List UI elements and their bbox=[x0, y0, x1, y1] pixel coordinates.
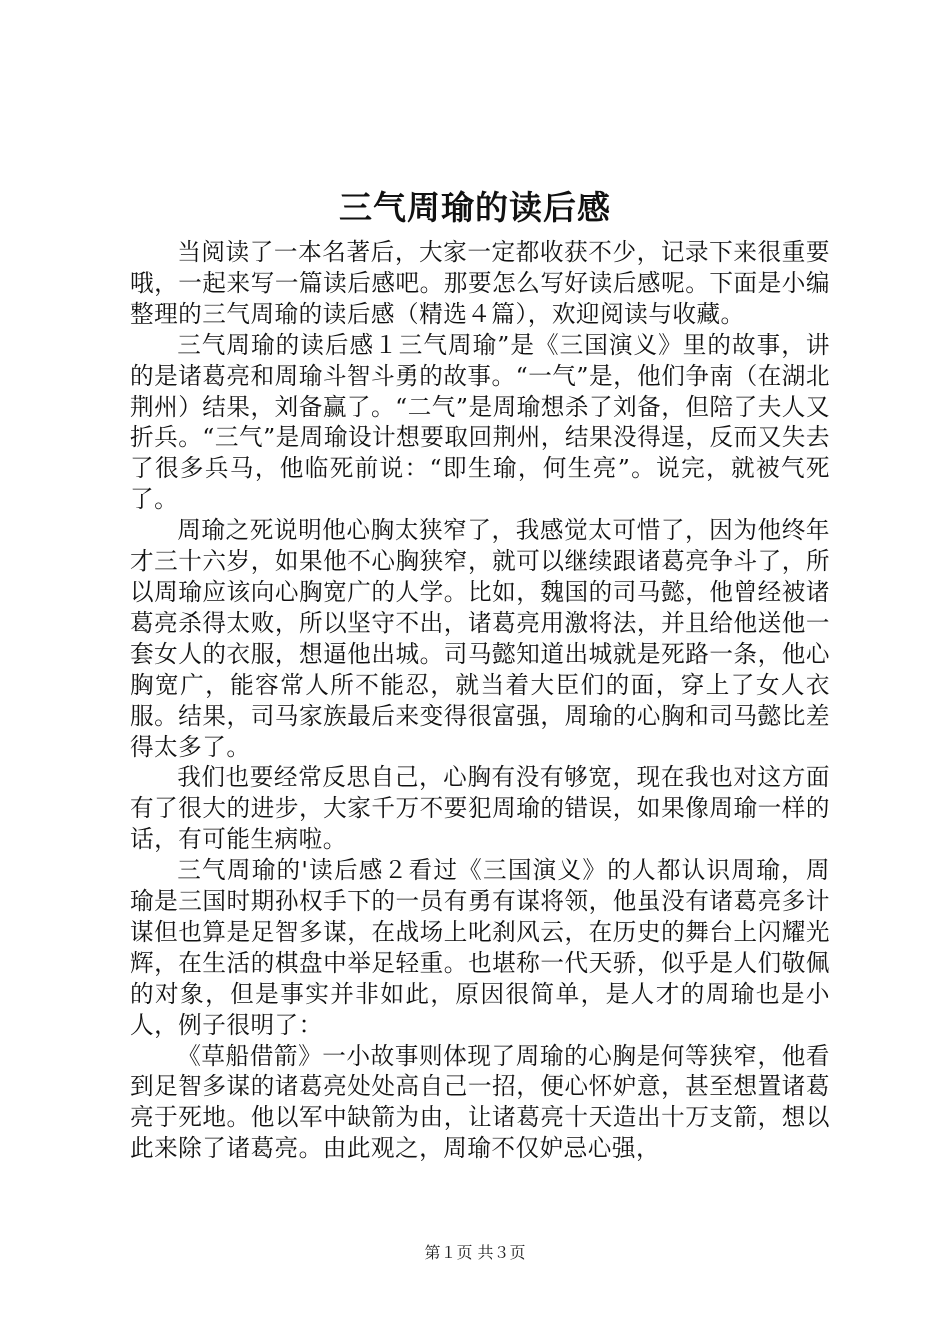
paragraph-essay-1-analysis: 周瑜之死说明他心胸太狭窄了，我感觉太可惜了，因为他终年才三十六岁，如果他不心胸狭窄，就可以继续跟诸葛亮争斗了，所以周瑜应该向心胸宽广的人学。比如，魏国的司马懿，他曾经被诸葛亮杀得太败，所以坚守不出，诸葛亮用激将法，并且给他送他一套女人的衣服，想逼他出城。司马懿知道出城就是死路一条，他心胸宽广，能容常人所不能忍，就当着大臣们的面，穿上了女人衣服。结果，司马家族最后来变得很富强，周瑜的心胸和司马懿比差得太多了。 bbox=[130, 516, 830, 761]
paragraph-essay-2: 三气周瑜的'读后感２看过《三国演义》的人都认识周瑜，周瑜是三国时期孙权手下的一员有勇有谋将领，他虽没有诸葛亮多计谋但也算是足智多谋，在战场上叱刹风云，在历史的舞台上闪耀光辉，在生活的棋盘中举足轻重。也堪称一代天骄，似乎是人们敬佩的对象，但是事实并非如此，原因很简单，是人才的周瑜也是小人，例子很明了： bbox=[130, 856, 830, 1039]
document-body bbox=[130, 237, 830, 1164]
page-number-footer: 第１页 共３页 bbox=[424, 1243, 526, 1262]
document-title: 三气周瑜的读后感 bbox=[339, 188, 611, 227]
paragraph-essay-1: 三气周瑜的读后感１三气周瑜”是《三国演义》里的故事，讲的是诸葛亮和周瑜斗智斗勇的故事。“一气”是，他们争南（在湖北荆州）结果，刘备赢了。“二气”是周瑜想杀了刘备，但陪了夫人又折兵。“三气”是周瑜设计想要取回荆州，结果没得逞，反而又失去了很多兵马，他临死前说：“即生瑜，何生亮”。说完，就被气死了。 bbox=[130, 330, 830, 514]
paragraph-essay-2-example: 《草船借箭》一小故事则体现了周瑜的心胸是何等狭窄，他看到足智多谋的诸葛亮处处高自己一招，便心怀妒意，甚至想置诸葛亮于死地。他以军中缺箭为由，让诸葛亮十天造出十万支箭，想以此来除了诸葛亮。由此观之，周瑜不仅妒忌心强， bbox=[130, 1041, 830, 1163]
paragraph-essay-1-reflection: 我们也要经常反思自己，心胸有没有够宽，现在我也对这方面有了很大的进步，大家千万不要犯周瑜的错误，如果像周瑜一样的话，有可能生病啦。 bbox=[130, 763, 830, 854]
paragraph-intro: 当阅读了一本名著后，大家一定都收获不少，记录下来很重要哦，一起来写一篇读后感吧。那要怎么写好读后感呢。下面是小编整理的三气周瑜的读后感（精选４篇），欢迎阅读与收藏。 bbox=[130, 238, 830, 328]
